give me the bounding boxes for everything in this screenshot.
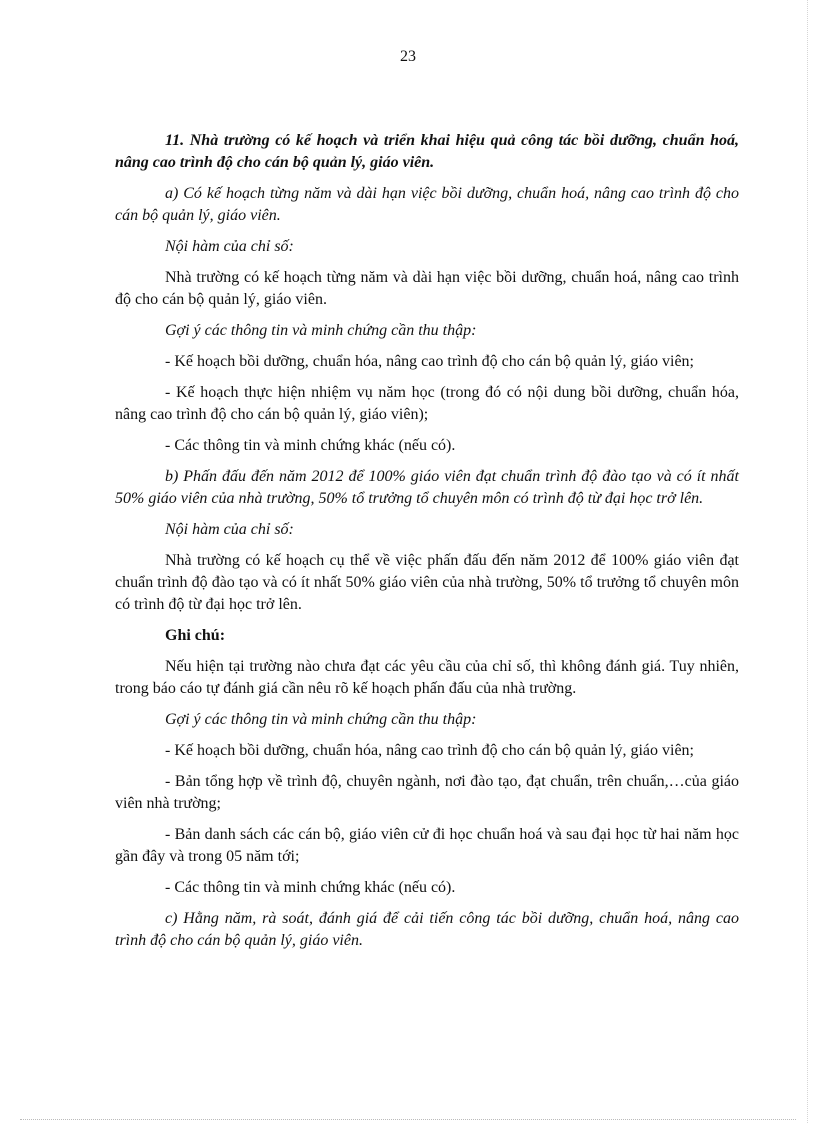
page-number: 23 bbox=[400, 48, 416, 65]
criterion-b: b) Phấn đấu đến năm 2012 để 100% giáo viên đạt chuẩn trình độ đào tạo và có ít nhất 50% giáo viên của nhà trường, 50% tổ trưởng tổ chuyên môn có trình độ từ đại học trở lên. bbox=[115, 468, 739, 507]
page-bottom-border bbox=[20, 1119, 796, 1120]
index-content-label: Nội hàm của chỉ số: bbox=[165, 521, 294, 538]
page-right-border bbox=[807, 0, 808, 1123]
evidence-hint-label: Gợi ý các thông tin và minh chứng cần thu thập: bbox=[165, 711, 477, 728]
evidence-item: - Kế hoạch bồi dưỡng, chuẩn hóa, nâng cao trình độ cho cán bộ quản lý, giáo viên; bbox=[165, 353, 694, 370]
evidence-item: - Bản danh sách các cán bộ, giáo viên cử đi học chuẩn hoá và sau đại học từ hai năm học gần đây và trong 05 năm tới; bbox=[115, 826, 739, 865]
evidence-item: - Kế hoạch thực hiện nhiệm vụ năm học (trong đó có nội dung bồi dưỡng, chuẩn hóa, nâng cao trình độ cho cán bộ quản lý, giáo viên); bbox=[115, 384, 739, 423]
evidence-item: - Các thông tin và minh chứng khác (nếu có). bbox=[165, 437, 456, 454]
index-content-label: Nội hàm của chỉ số: bbox=[165, 238, 294, 255]
index-content-text: Nhà trường có kế hoạch từng năm và dài hạn việc bồi dưỡng, chuẩn hoá, nâng cao trình độ cho cán bộ quản lý, giáo viên. bbox=[115, 269, 739, 308]
criterion-a: a) Có kế hoạch từng năm và dài hạn việc bồi dưỡng, chuẩn hoá, nâng cao trình độ cho cán bộ quản lý, giáo viên. bbox=[115, 185, 739, 224]
document-body bbox=[115, 130, 739, 961]
index-content-text: Nhà trường có kế hoạch cụ thể về việc phấn đấu đến năm 2012 để 100% giáo viên đạt chuẩn trình độ đào tạo và có ít nhất 50% giáo viên của nhà trường, 50% tổ trưởng tổ chuyên môn có trình độ từ đại học trở lên. bbox=[115, 552, 739, 613]
evidence-hint-label: Gợi ý các thông tin và minh chứng cần thu thập: bbox=[165, 322, 477, 339]
criterion-c: c) Hằng năm, rà soát, đánh giá để cải tiến công tác bồi dưỡng, chuẩn hoá, nâng cao trình độ cho cán bộ quản lý, giáo viên. bbox=[115, 910, 739, 949]
note-label: Ghi chú: bbox=[165, 627, 226, 644]
section-heading: 11. Nhà trường có kế hoạch và triển khai hiệu quả công tác bồi dưỡng, chuẩn hoá, nâng cao trình độ cho cán bộ quản lý, giáo viên. bbox=[115, 132, 739, 171]
note-text: Nếu hiện tại trường nào chưa đạt các yêu cầu của chỉ số, thì không đánh giá. Tuy nhiên, trong báo cáo tự đánh giá cần nêu rõ kế hoạch phấn đấu của nhà trường. bbox=[115, 658, 739, 697]
evidence-item: - Bản tổng hợp về trình độ, chuyên ngành, nơi đào tạo, đạt chuẩn, trên chuẩn,…của giáo viên nhà trường; bbox=[115, 773, 739, 812]
evidence-item: - Các thông tin và minh chứng khác (nếu có). bbox=[165, 879, 456, 896]
evidence-item: - Kế hoạch bồi dưỡng, chuẩn hóa, nâng cao trình độ cho cán bộ quản lý, giáo viên; bbox=[165, 742, 694, 759]
